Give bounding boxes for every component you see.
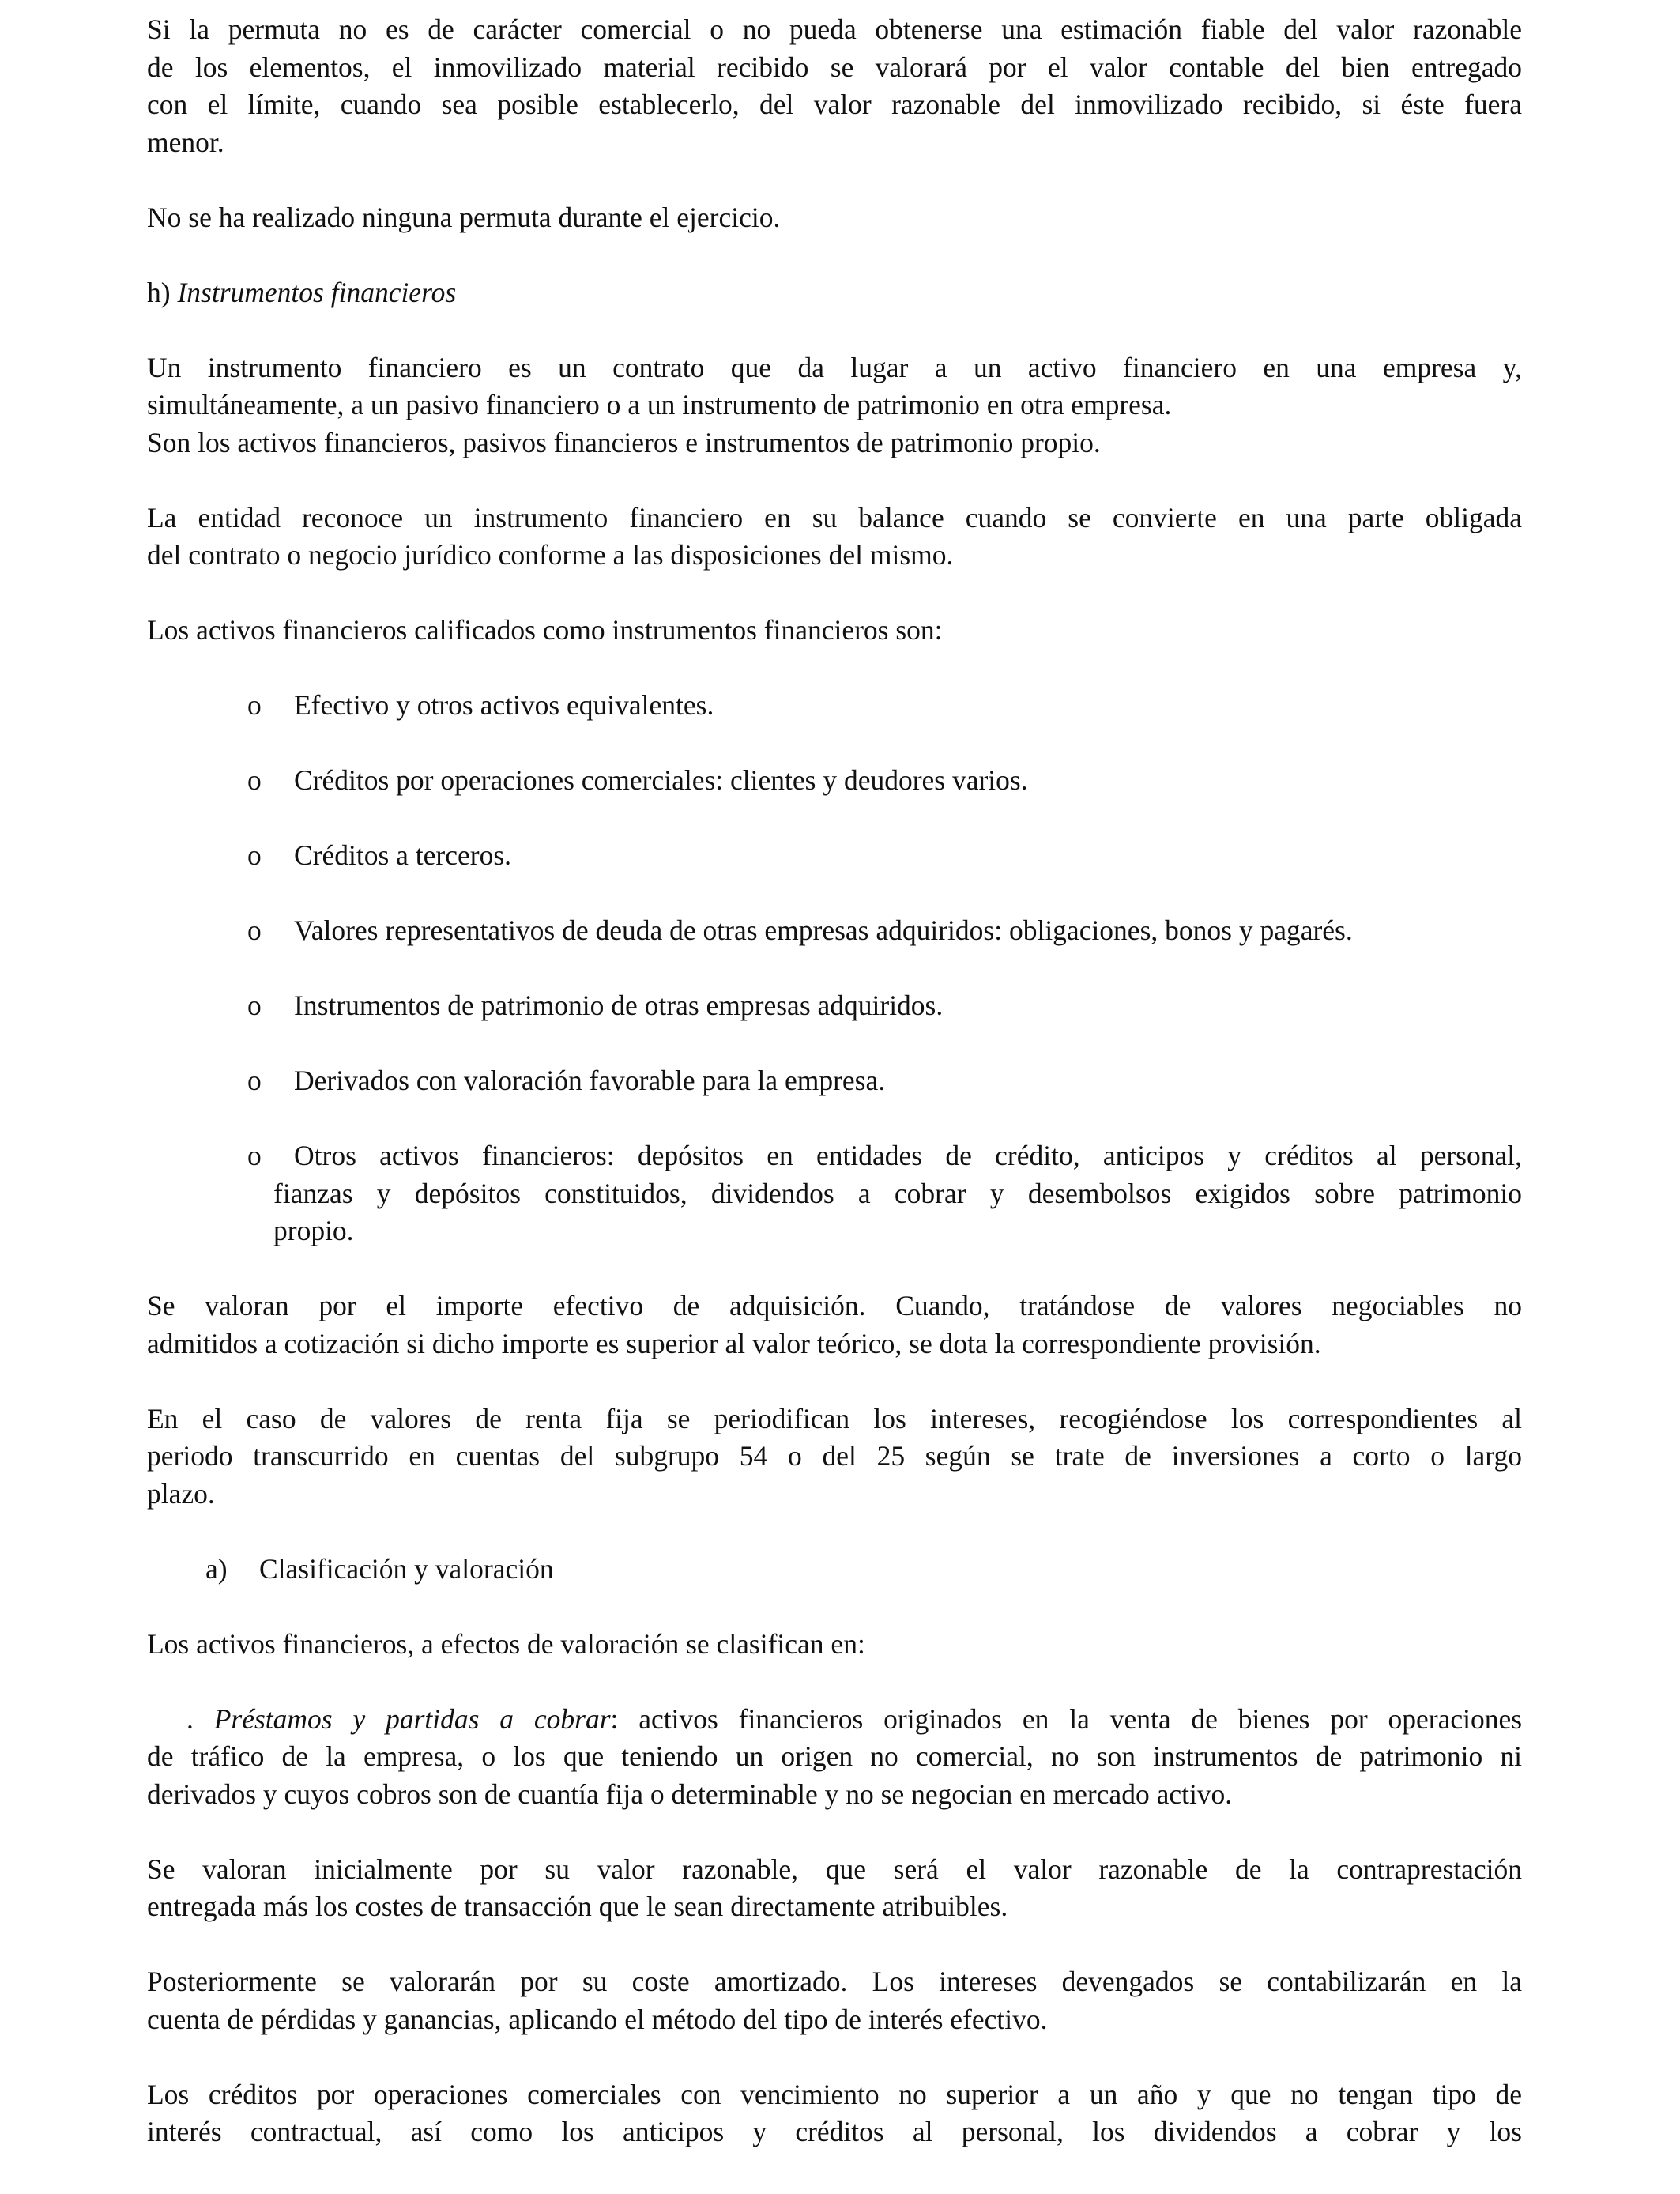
list-item-text: Créditos por operaciones comerciales: clientes y deudores varios. xyxy=(294,764,1028,796)
text-line: Un instrumento financiero es un contrato que da lugar a un activo financiero en una empresa y, xyxy=(147,351,1522,383)
text-line: admitidos a cotización si dicho importe es superior al valor teórico, se dota la correspondiente provisión. xyxy=(147,1327,1321,1359)
text-line: menor. xyxy=(147,126,224,158)
text-line: La entidad reconoce un instrumento financiero en su balance cuando se convierte en una parte obligada xyxy=(147,501,1522,533)
paragraph-activos-intro: Los activos financieros calificados como instrumentos financieros son: xyxy=(147,614,943,646)
section-label: h) xyxy=(147,276,171,308)
list-item xyxy=(147,912,1522,950)
list-item-text: Instrumentos de patrimonio de otras empresas adquiridos. xyxy=(294,990,944,1021)
text-line: periodo transcurrido en cuentas del subgrupo 54 o del 25 según se trate de inversiones a corto o largo xyxy=(147,1440,1522,1472)
list-item-text: Créditos a terceros. xyxy=(294,839,512,871)
list-item xyxy=(147,1137,1522,1250)
text-line: Otros activos financieros: depósitos en entidades de crédito, anticipos y créditos al personal, xyxy=(294,1140,1522,1171)
paragraph-creditos xyxy=(147,2076,1522,2151)
text-line: fianzas y depósitos constituidos, dividendos a cobrar y desembolsos exigidos sobre patrimonio xyxy=(273,1177,1522,1209)
paragraph-valoran xyxy=(147,1287,1522,1363)
text-line: de tráfico de la empresa, o los que teniendo un origen no comercial, no son instrumentos de patrimonio ni xyxy=(147,1740,1522,1772)
text-line: derivados y cuyos cobros son de cuantía fija o determinable y no se negocian en mercado activo. xyxy=(147,1777,1233,1810)
list-item xyxy=(147,762,1522,800)
text-line: Se valoran inicialmente por su valor razonable, que será el valor razonable de la contraprestación xyxy=(147,1853,1522,1885)
paragraph-renta-fija xyxy=(147,1400,1522,1514)
bullet-mark: o xyxy=(247,990,262,1021)
text-line: interés contractual, así como los anticipos y créditos al personal, los dividendos a cobrar y los xyxy=(147,2116,1522,2147)
list-item-text: Valores representativos de deuda de otras empresas adquiridos: obligaciones, bonos y pagarés. xyxy=(294,914,1353,946)
list-item xyxy=(147,987,1522,1025)
paragraph-clasifican: Los activos financieros, a efectos de valoración se clasifican en: xyxy=(147,1627,865,1660)
paragraph-inicial xyxy=(147,1851,1522,1926)
text-line: de los elementos, el inmovilizado material recibido se valorará por el valor contable del bien entregado xyxy=(147,51,1522,83)
bullet-mark: o xyxy=(247,689,262,721)
paragraph-permuta xyxy=(147,11,1522,161)
list-item xyxy=(147,687,1522,725)
text-line: Posteriormente se valorarán por su coste amortizado. Los intereses devengados se contabilizarán en la xyxy=(147,1966,1522,1997)
text-line: En el caso de valores de renta fija se periodifican los intereses, recogiéndose los correspondientes al xyxy=(147,1402,1522,1434)
text-line: propio. xyxy=(273,1215,354,1246)
paragraph-prestamos xyxy=(147,1701,1522,1814)
prestamos-term: Préstamos y partidas a cobrar xyxy=(213,1702,611,1735)
prestamos-text: : activos financieros originados en la venta de bienes por operaciones xyxy=(610,1702,1523,1735)
section-heading-h xyxy=(147,274,1522,312)
list-item xyxy=(147,837,1522,875)
paragraph-reconoce xyxy=(147,499,1522,575)
bullet-mark: o xyxy=(247,914,262,946)
text-line: plazo. xyxy=(147,1477,215,1510)
text-line: Los créditos por operaciones comerciales con vencimiento no superior a un año y que no tengan tipo de xyxy=(147,2078,1522,2110)
paragraph-no-permuta: No se ha realizado ninguna permuta durante el ejercicio. xyxy=(147,201,781,233)
prestamos-prefix: . xyxy=(186,1702,214,1735)
document-page xyxy=(147,11,1522,2151)
text-line: Si la permuta no es de carácter comercial o no pueda obtenerse una estimación fiable del valor razonable xyxy=(147,13,1522,45)
bullet-mark: o xyxy=(247,839,262,871)
paragraph-definicion xyxy=(147,349,1522,462)
section-title: Instrumentos financieros xyxy=(177,276,457,308)
bullet-list xyxy=(147,687,1522,1250)
text-line: del contrato o negocio jurídico conforme a las disposiciones del mismo. xyxy=(147,539,954,571)
text-line: con el límite, cuando sea posible establecerlo, del valor razonable del inmovilizado recibido, si éste fuera xyxy=(147,89,1522,120)
list-item xyxy=(147,1062,1522,1100)
list-item-text: Efectivo y otros activos equivalentes. xyxy=(294,689,714,721)
bullet-mark: o xyxy=(247,1065,262,1096)
subsection-title: Clasificación y valoración xyxy=(259,1552,554,1585)
text-line: Se valoran por el importe efectivo de adquisición. Cuando, tratándose de valores negociables no xyxy=(147,1290,1522,1321)
text-line xyxy=(147,1701,1522,1739)
subsection-heading-a xyxy=(147,1551,1522,1589)
text-line: Son los activos financieros, pasivos financieros e instrumentos de patrimonio propio. xyxy=(147,426,1101,458)
list-item-text: Derivados con valoración favorable para la empresa. xyxy=(294,1065,886,1096)
text-line: entregada más los costes de transacción que le sean directamente atribuibles. xyxy=(147,1891,1008,1922)
text-line: cuenta de pérdidas y ganancias, aplicando el método del tipo de interés efectivo. xyxy=(147,2003,1048,2035)
text-line: simultáneamente, a un pasivo financiero o a un instrumento de patrimonio en otra empresa. xyxy=(147,389,1172,420)
paragraph-posterior xyxy=(147,1963,1522,2038)
bullet-mark: o xyxy=(247,1140,262,1171)
bullet-mark: o xyxy=(247,764,262,796)
subsection-label: a) xyxy=(205,1552,228,1585)
